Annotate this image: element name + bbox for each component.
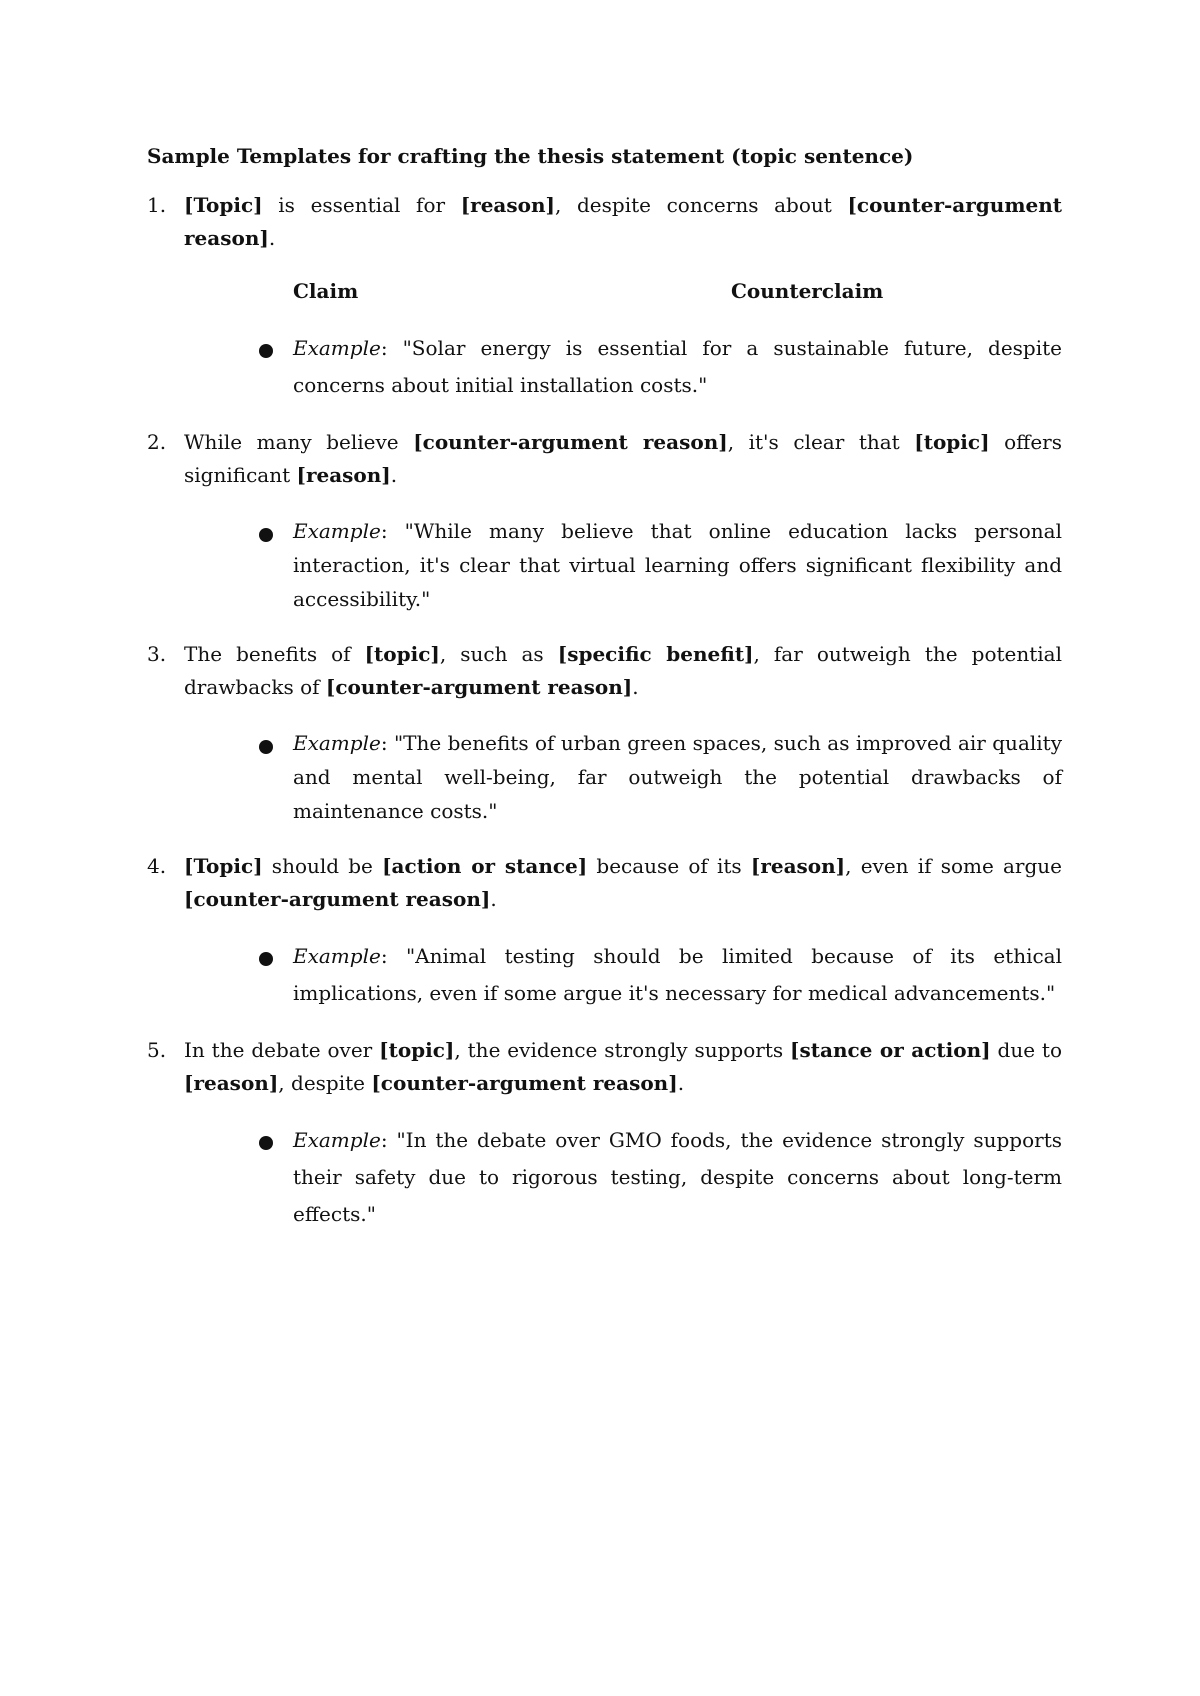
template-sentence: [Topic] is essential for [reason], despite concerns about [counter-argument reason].	[184, 193, 1062, 250]
template-number: 5.	[147, 1038, 167, 1062]
placeholder-term: [Topic]	[184, 854, 263, 878]
example-text: Example: "Solar energy is essential for a sustainable future, despite concerns about initial installation costs."	[293, 336, 1062, 397]
example-item	[257, 330, 1062, 404]
placeholder-term: [counter-argument reason]	[371, 1071, 678, 1095]
template-item	[147, 426, 1062, 492]
template-sentence: In the debate over [topic], the evidence strongly supports [stance or action] due to [reason], despite [counter-argument reason].	[184, 1038, 1063, 1095]
template-item	[147, 850, 1062, 916]
example-item	[257, 514, 1062, 616]
example-label: Example	[293, 519, 381, 543]
example-item	[257, 938, 1062, 1012]
placeholder-term: [reason]	[750, 854, 846, 878]
claim-counterclaim-labels	[147, 275, 1062, 308]
template-sentence: The benefits of [topic], such as [specific benefit], far outweigh the potential drawbacks of [counter-argument reason].	[184, 642, 1062, 699]
template-number: 3.	[147, 642, 167, 666]
template-number: 4.	[147, 854, 167, 878]
placeholder-term: [counter-argument reason]	[184, 193, 1062, 250]
template-sentence: [Topic] should be [action or stance] because of its [reason], even if some argue [counter-argument reason].	[184, 854, 1063, 911]
example-text: Example: "In the debate over GMO foods, the evidence strongly supports their safety due to rigorous testing, despite concerns about long-term effects."	[293, 1128, 1062, 1226]
document-heading: Sample Templates for crafting the thesis statement (topic sentence)	[147, 144, 914, 168]
placeholder-term: [reason]	[296, 463, 391, 487]
template-number: 1.	[147, 193, 167, 217]
placeholder-term: [topic]	[914, 430, 990, 454]
template-list	[147, 189, 1062, 1233]
template-item	[147, 638, 1062, 704]
example-label: Example	[293, 336, 381, 360]
placeholder-term: [counter-argument reason]	[184, 887, 491, 911]
template-item	[147, 1034, 1062, 1100]
placeholder-term: [topic]	[379, 1038, 455, 1062]
template-item	[147, 189, 1062, 255]
placeholder-term: [action or stance]	[382, 854, 588, 878]
placeholder-term: [reason]	[460, 193, 555, 217]
bullet-icon	[257, 726, 293, 828]
example-item	[257, 726, 1062, 828]
example-text: Example: "While many believe that online education lacks personal interaction, it's clear that virtual learning offers significant flexibility and accessibility."	[293, 519, 1062, 611]
bullet-icon	[257, 1122, 293, 1233]
example-text: Example: "The benefits of urban green spaces, such as improved air quality and mental well-being, far outweigh the potential drawbacks of maintenance costs."	[293, 731, 1062, 823]
example-label: Example	[293, 944, 381, 968]
example-label: Example	[293, 1128, 381, 1152]
counterclaim-label: Counterclaim	[731, 279, 884, 303]
example-label: Example	[293, 731, 381, 755]
placeholder-term: [counter-argument reason]	[413, 430, 728, 454]
example-item	[257, 1122, 1062, 1233]
placeholder-term: [counter-argument reason]	[325, 675, 633, 699]
bullet-icon	[257, 514, 293, 616]
template-sentence: While many believe [counter-argument reason], it's clear that [topic] offers significant [reason].	[184, 430, 1062, 487]
bullet-icon	[257, 938, 293, 1012]
placeholder-term: [stance or action]	[790, 1038, 991, 1062]
placeholder-term: [topic]	[364, 642, 440, 666]
placeholder-term: [reason]	[184, 1071, 279, 1095]
example-text: Example: "Animal testing should be limited because of its ethical implications, even if some argue it's necessary for medical advancements."	[293, 944, 1062, 1005]
claim-label: Claim	[293, 279, 359, 303]
template-number: 2.	[147, 430, 167, 454]
document-body	[147, 140, 1062, 1255]
placeholder-term: [Topic]	[184, 193, 263, 217]
placeholder-term: [specific benefit]	[557, 642, 754, 666]
bullet-icon	[257, 330, 293, 404]
